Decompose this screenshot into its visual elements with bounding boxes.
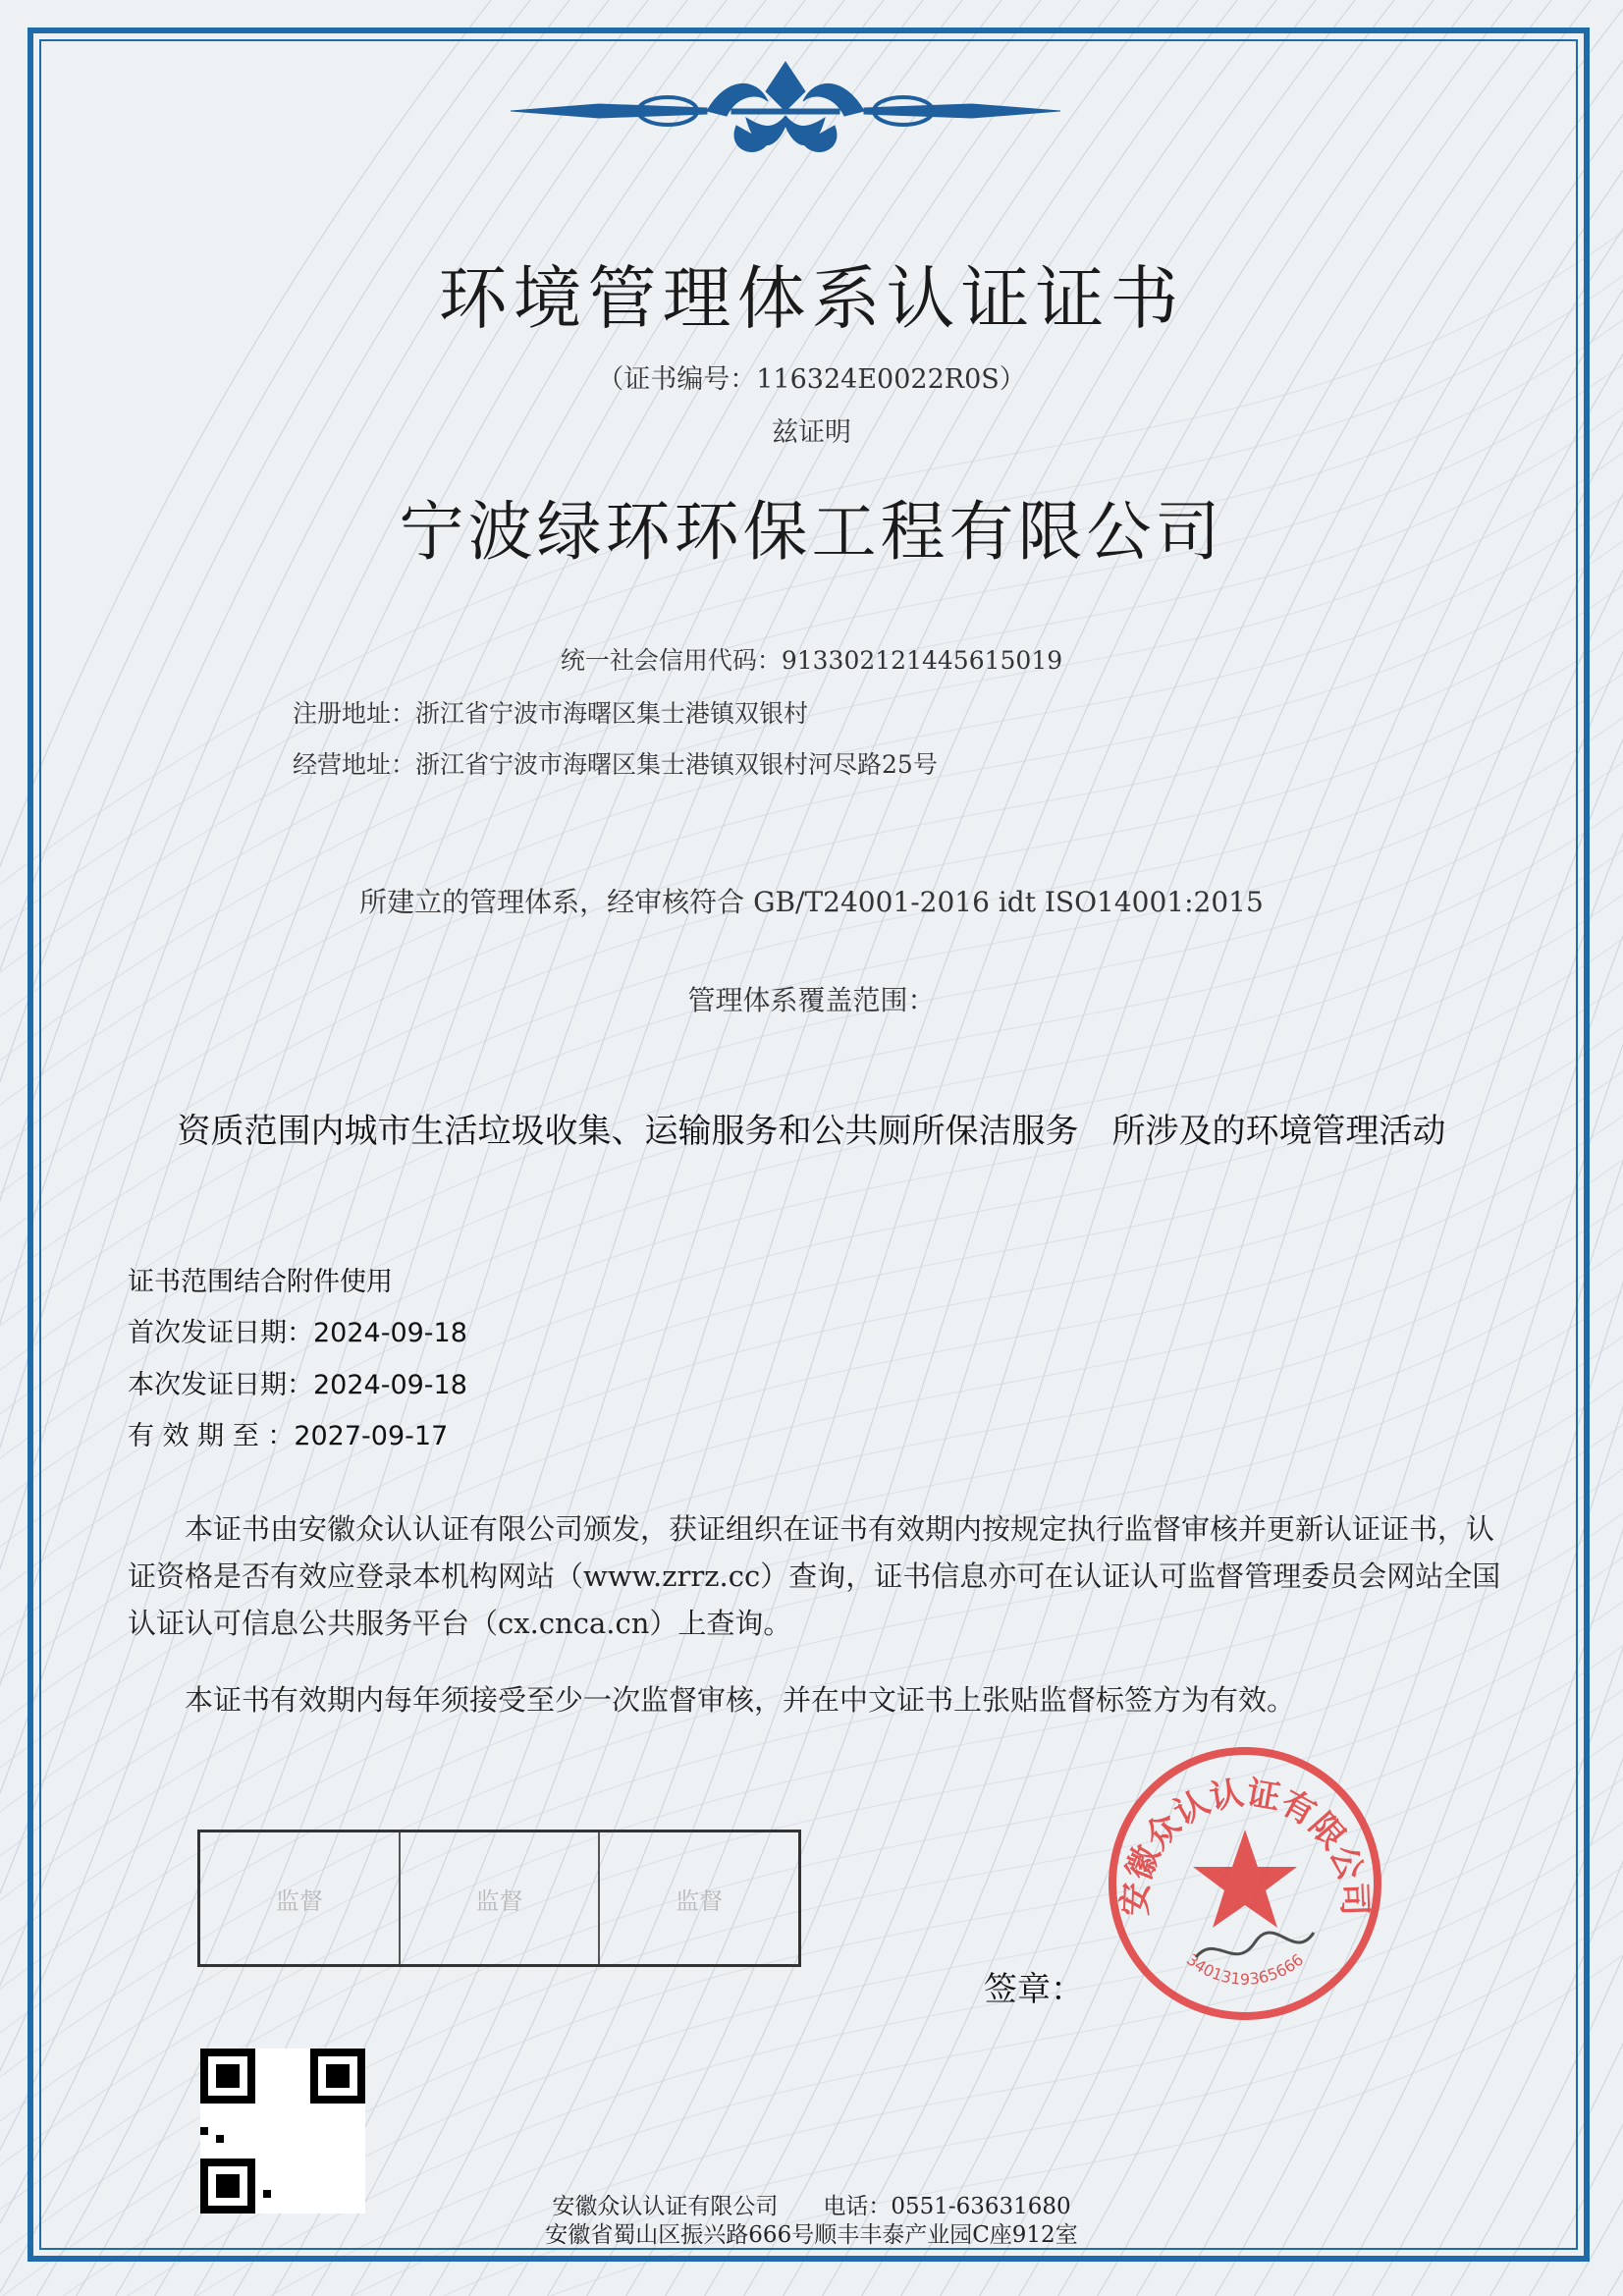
hereby-certify: 兹证明	[772, 417, 851, 448]
ornament-header-icon	[511, 57, 1060, 165]
issuer-contact: 安徽众认认证有限公司 电话：0551-63631680	[552, 2194, 1071, 2219]
credit-code: 统一社会信用代码：913302121445615019	[560, 646, 1063, 675]
registered-address: 注册地址：浙江省宁波市海曙区集士港镇双银村	[293, 699, 809, 728]
certificate-title: 环境管理体系认证证书	[438, 258, 1185, 339]
official-seal-icon	[1088, 1736, 1402, 2031]
seal-number: 3401319365666	[1182, 1949, 1308, 1989]
validity-paragraph: 本证书由安徽众认认证有限公司颁发，获证组织在证书有效期内按规定执行监督审核并更新认证证书，认证资格是否有效应登录本机构网站（www.zrrz.cc）查询，证书信息亦可在认证认可监督管理委员会网站全国认证认可信息公共服务平台（cx.cnca.cn）上查询。	[128, 1512, 1501, 1640]
supervision-label-box	[197, 1830, 801, 1967]
certificate-number: （证书编号：116324E0022R0S）	[597, 364, 1026, 395]
standard-statement: 所建立的管理体系，经审核符合 GB/T24001-2016 idt ISO14001:2015	[359, 886, 1264, 918]
issuer-address: 安徽省蜀山区振兴路666号顺丰丰泰产业园C座912室	[545, 2222, 1078, 2248]
scope-title: 管理体系覆盖范围：	[687, 984, 936, 1016]
svg-text:3401319365666	[1183, 1950, 1307, 1989]
first-issue-date: 首次发证日期：2024-09-18	[128, 1318, 467, 1348]
signature-label: 签章：	[984, 1970, 1084, 2009]
scope-text: 资质范围内城市生活垃圾收集、运输服务和公共厕所保洁服务 所涉及的环境管理活动	[177, 1112, 1446, 1151]
valid-until-date: 有 效 期 至 ：2027-09-17	[128, 1421, 449, 1451]
supervision-cell: 监督	[200, 1832, 401, 1964]
company-name: 宁波绿环环保工程有限公司	[399, 494, 1224, 570]
seal-text: 安徽众认认证有限公司	[1115, 1774, 1375, 1917]
business-address: 经营地址：浙江省宁波市海曙区集士港镇双银村河尽路25号	[293, 750, 938, 779]
current-issue-date: 本次发证日期：2024-09-18	[128, 1370, 467, 1400]
supervision-cell: 监督	[676, 1886, 724, 1915]
attachment-note: 证书范围结合附件使用	[128, 1267, 393, 1297]
surveillance-paragraph: 本证书有效期内每年须接受至少一次监督审核，并在中文证书上张贴监督标签方为有效。	[128, 1683, 1296, 1717]
supervision-cell: 监督	[401, 1832, 601, 1964]
